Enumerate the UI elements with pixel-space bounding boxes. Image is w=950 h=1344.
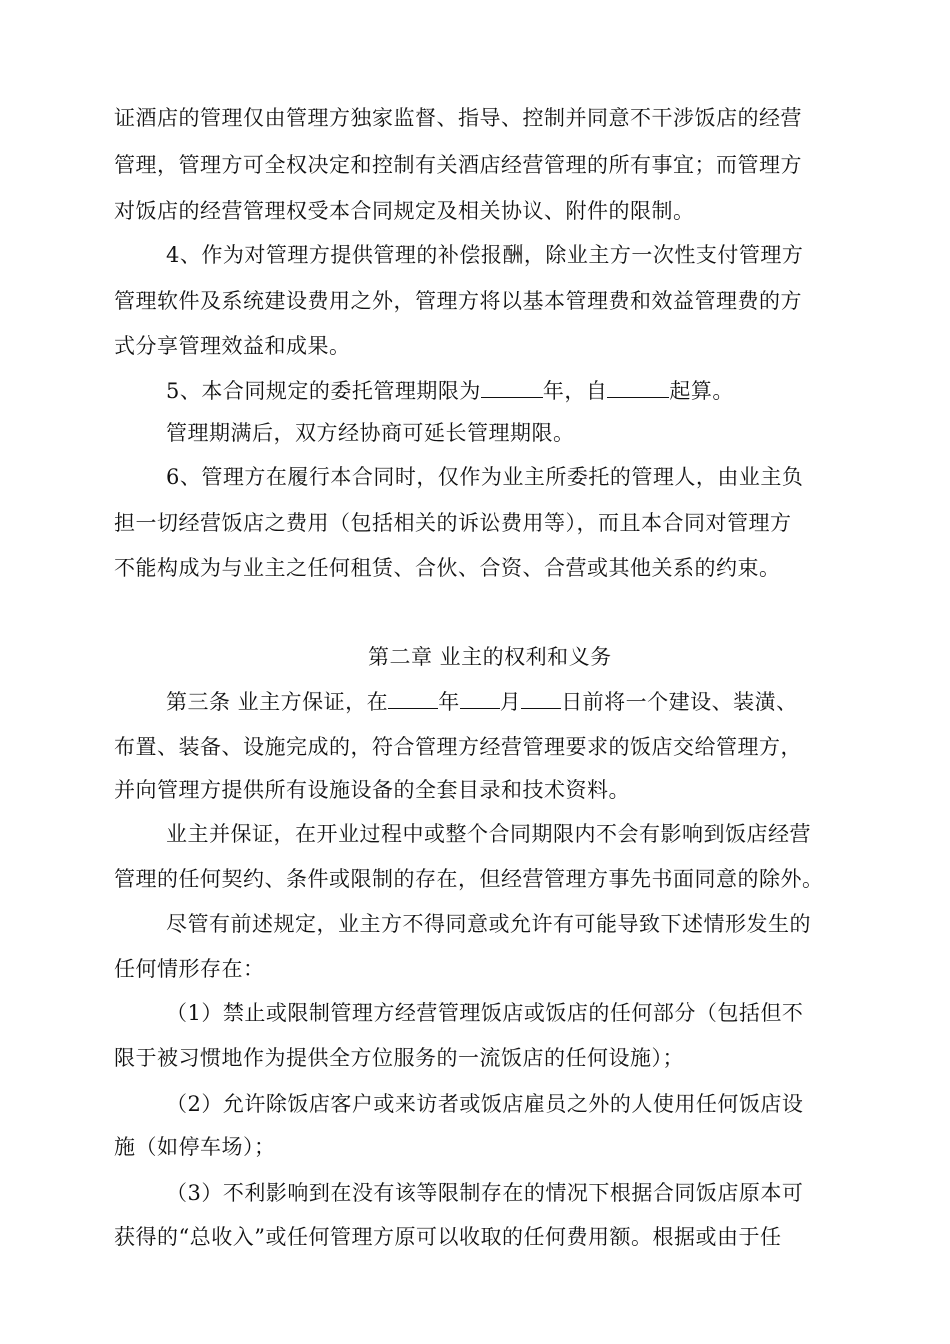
- restriction-item-2-line-2: 施（如停车场）；: [114, 1135, 276, 1159]
- restriction-item-3-line-2: 获得的“总收入”或任何管理方原可以收取的任何费用额。根据或由于任: [114, 1225, 782, 1249]
- month-blank: [460, 686, 500, 709]
- article-3-text-c: 月: [499, 690, 522, 714]
- term-years-blank: [481, 375, 543, 398]
- chapter-heading: 第二章 业主的权利和义务: [368, 645, 612, 669]
- clause-4-line-2: 管理软件及系统建设费用之外，管理方将以基本管理费和效益管理费的方: [114, 289, 802, 313]
- restriction-item-1-line-2: 限于被习惯地作为提供全方位服务的一流饭店的任何设施）；: [114, 1046, 684, 1070]
- restriction-intro-line-2: 任何情形存在：: [114, 957, 265, 981]
- clause-5-text-b: 年，自: [542, 379, 608, 403]
- restriction-item-3-line-1: （3）不利影响到在没有该等限制存在的情况下根据合同饭店原本可: [166, 1181, 804, 1205]
- clause-6-line-3: 不能构成为与业主之任何租赁、合伙、合资、合营或其他关系的约束。: [114, 556, 781, 580]
- paragraph-continuation-line-2: 管理，管理方可全权决定和控制有关酒店经营管理的所有事宜；而管理方: [114, 153, 802, 177]
- owner-guarantee-line-1: 业主并保证，在开业过程中或整个合同期限内不会有影响到饭店经营: [166, 822, 811, 846]
- article-3-text-b: 年: [438, 690, 460, 714]
- clause-5-extension-line: 管理期满后，双方经协商可延长管理期限。: [166, 421, 575, 445]
- start-date-blank: [607, 375, 669, 398]
- clause-5-text-c: 起算。: [669, 379, 734, 403]
- clause-5-text-a: 5、本合同规定的委托管理期限为: [166, 379, 481, 403]
- clause-4-line-1: 4、作为对管理方提供管理的补偿报酬，除业主方一次性支付管理方: [166, 243, 804, 267]
- article-3-line-1: [166, 686, 798, 717]
- clause-5-line: [166, 375, 734, 406]
- clause-6-line-1: 6、管理方在履行本合同时，仅作为业主所委托的管理人，由业主负: [166, 465, 804, 489]
- restriction-intro-line-1: 尽管有前述规定，业主方不得同意或允许有可能导致下述情形发生的: [166, 912, 811, 936]
- article-3-text-d: 日前将一个建设、装潢、: [561, 690, 798, 714]
- day-blank: [521, 686, 561, 709]
- clause-4-line-3: 式分享管理效益和成果。: [114, 334, 351, 358]
- article-3-text-a: 第三条 业主方保证，在: [166, 690, 389, 714]
- article-3-line-3: 并向管理方提供所有设施设备的全套目录和技术资料。: [114, 778, 630, 802]
- owner-guarantee-line-2: 管理的任何契约、条件或限制的存在，但经营管理方事先书面同意的除外。: [114, 867, 824, 891]
- restriction-item-2-line-1: （2）允许除饭店客户或来访者或饭店雇员之外的人使用任何饭店设: [166, 1092, 804, 1116]
- article-3-line-2: 布置、装备、设施完成的，符合管理方经营管理要求的饭店交给管理方，: [114, 735, 802, 759]
- restriction-item-1-line-1: （1）禁止或限制管理方经营管理饭店或饭店的任何部分（包括但不: [166, 1001, 804, 1025]
- clause-6-line-2: 担一切经营饭店之费用（包括相关的诉讼费用等），而且本合同对管理方: [114, 511, 792, 535]
- paragraph-continuation-line-3: 对饭店的经营管理权受本合同规定及相关协议、附件的限制。: [114, 199, 695, 223]
- paragraph-continuation-line-1: 证酒店的管理仅由管理方独家监督、指导、控制并同意不干涉饭店的经营: [114, 106, 802, 130]
- year-blank: [388, 686, 438, 709]
